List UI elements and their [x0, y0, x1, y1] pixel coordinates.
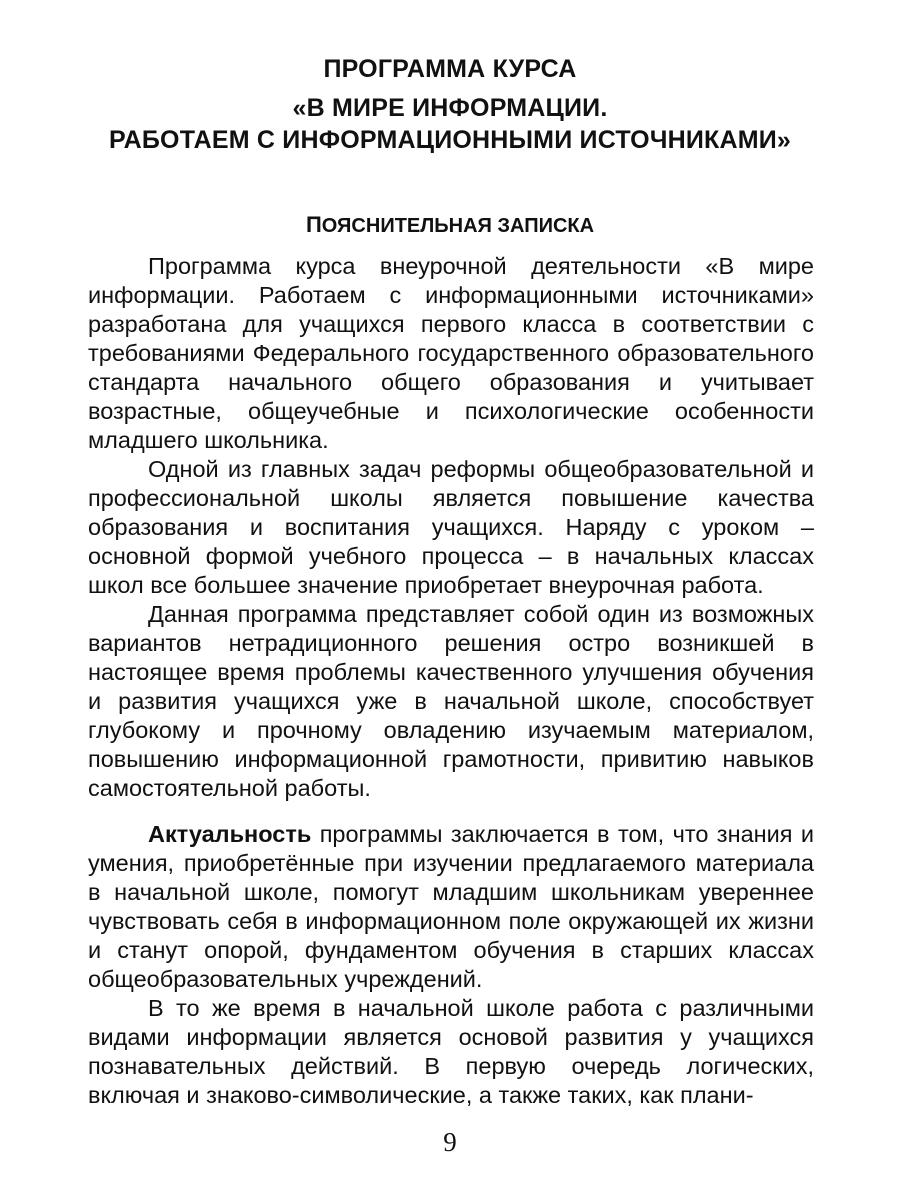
page-number: 9 [443, 1127, 457, 1157]
section-heading-initial: П [305, 212, 322, 237]
title-line-3: РАБОТАЕМ С ИНФОРМАЦИОННЫМИ ИСТОЧНИКАМИ» [108, 126, 792, 154]
actuality-text: программы заключается в том, что знания и умения, приобретённые при изучении предлагаемого материала в начальной школе, помогут младшим школьникам увереннее чувствовать себя в информационном поле окружающей их жизни и станут опорой, фундаментом обучения в старших классах общеобразовательных учреждений. [88, 821, 814, 992]
actuality-paragraph [88, 820, 814, 994]
actuality-term: Актуальность [148, 821, 312, 847]
title-line-2: «В МИРЕ ИНФОРМАЦИИ. [292, 94, 608, 122]
paragraph: В то же время в начальной школе работа с различными видами информации является основой развития у учащихся познавательных действий. В первую очередь логических, включая и знаково-символические, а также таких, как плани- [88, 995, 814, 1108]
course-name-title [0, 92, 900, 156]
explanatory-note-body [88, 252, 814, 803]
paragraph: Программа курса внеурочной деятельности «В мире информации. Работаем с информационными источниками» разработана для учащихся первого класса в соответствии с требованиями Федерального государственного образовательного стандарта начального общего образования и учитывает возрастные, общеучебные и психологические особенности младшего школьника. [88, 253, 814, 453]
course-program-title [0, 55, 900, 84]
section-heading-rest: ОЯСНИТЕЛЬНАЯ ЗАПИСКА [321, 215, 595, 237]
title-line-1: ПРОГРАММА КУРСА [323, 55, 577, 83]
section-heading [0, 212, 900, 238]
paragraph: Одной из главных задач реформы общеобразовательной и профессиональной школы является повышение качества образования и воспитания учащихся. Наряду с уроком – основной формой учебного процесса – в начальных классах школ все большее значение приобретает внеурочная работа. [88, 456, 814, 598]
actuality-section [88, 820, 814, 1110]
paragraph: Данная программа представляет собой один из возможных вариантов нетрадиционного решения остро возникшей в настоящее время проблемы качественного улучшения обучения и развития учащихся уже в начальной школе, способствует глубокому и прочному овладению изучаемым материалом, повышению информационной грамотности, привитию навыков самостоятельной работы. [88, 601, 814, 801]
